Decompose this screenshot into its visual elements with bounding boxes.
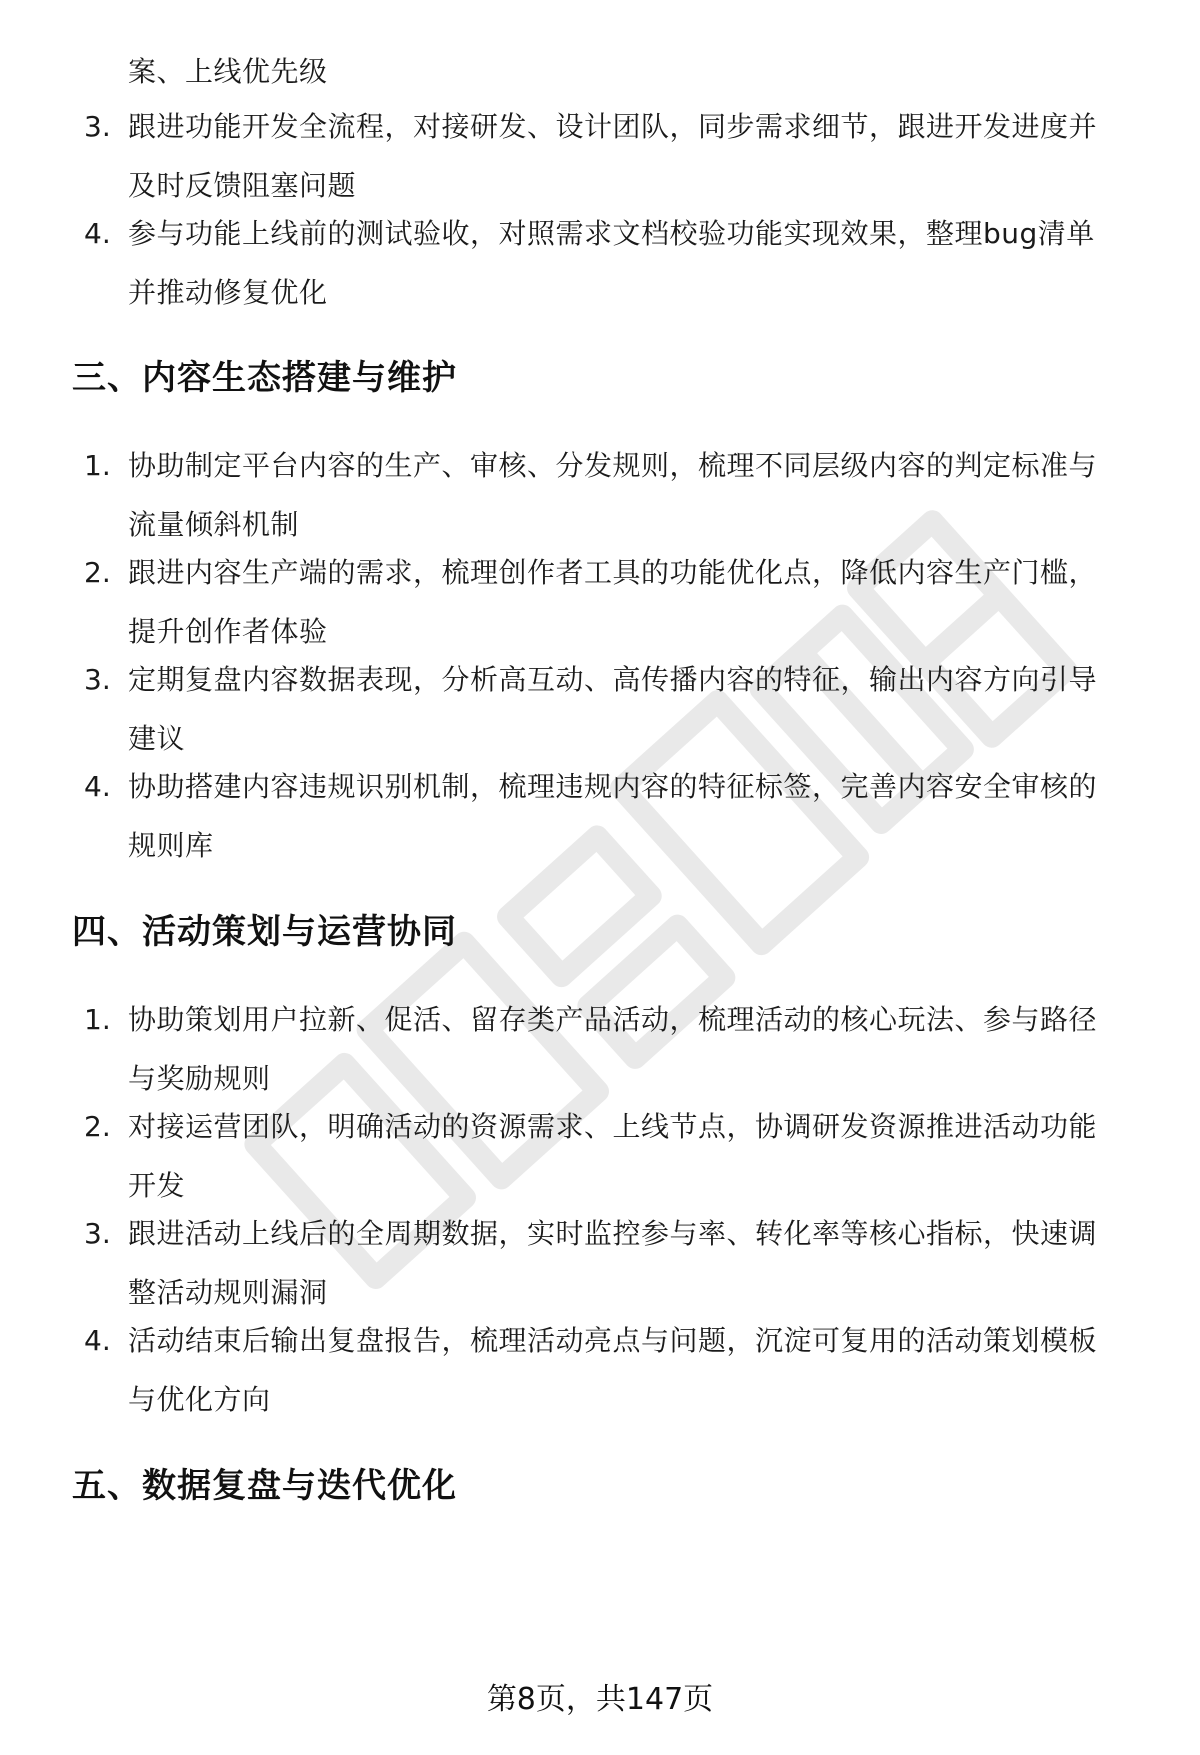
list-item-text: 跟进内容生产端的需求，梳理创作者工具的功能优化点，降低内容生产门槛， (128, 556, 1098, 589)
list-item-text: 对接运营团队，明确活动的资源需求、上线节点，协调研发资源推进活动功能 (128, 1110, 1098, 1143)
list-number: 2. (84, 556, 111, 589)
list-item-text: 并推动修复优化 (128, 276, 328, 309)
list-item-text: 定期复盘内容数据表现，分析高互动、高传播内容的特征，输出内容方向引导 (128, 663, 1098, 696)
list-number: 1. (84, 449, 111, 482)
list-item-text: 活动结束后输出复盘报告，梳理活动亮点与问题，沉淀可复用的活动策划模板 (128, 1324, 1098, 1357)
list-item-text: 跟进活动上线后的全周期数据，实时监控参与率、转化率等核心指标，快速调 (128, 1217, 1098, 1250)
list-number: 4. (84, 770, 111, 803)
list-item-text: 及时反馈阻塞问题 (128, 169, 357, 202)
list-item-text: 跟进功能开发全流程，对接研发、设计团队，同步需求细节，跟进开发进度并 (128, 110, 1098, 143)
list-item-text: 与优化方向 (128, 1383, 271, 1416)
list-number: 1. (84, 1003, 111, 1036)
list-item-text: 与奖励规则 (128, 1062, 271, 1095)
list-item-text: 参与功能上线前的测试验收，对照需求文档校验功能实现效果，整理bug清单 (128, 217, 1095, 250)
list-item-text: 建议 (128, 722, 186, 755)
list-item-text: 规则库 (128, 829, 214, 862)
list-item-text: 整活动规则漏洞 (128, 1276, 328, 1309)
list-number: 4. (84, 1324, 111, 1357)
list-item-text: 协助策划用户拉新、促活、留存类产品活动，梳理活动的核心玩法、参与路径 (128, 1003, 1098, 1036)
list-item-text: 协助制定平台内容的生产、审核、分发规则，梳理不同层级内容的判定标准与 (128, 449, 1098, 482)
continuation-text: 案、上线优先级 (128, 55, 328, 88)
page-footer: 第8页，共147页 (486, 1682, 714, 1717)
list-item-text: 协助搭建内容违规识别机制，梳理违规内容的特征标签，完善内容安全审核的 (128, 770, 1098, 803)
list-item-text: 开发 (128, 1169, 186, 1202)
list-number: 2. (84, 1110, 111, 1143)
list-number: 4. (84, 217, 111, 250)
section-heading: 三、内容生态搭建与维护 (72, 358, 457, 398)
list-number: 3. (84, 663, 111, 696)
section-heading: 五、数据复盘与迭代优化 (72, 1466, 457, 1506)
list-item-text: 提升创作者体验 (128, 615, 328, 648)
list-number: 3. (84, 1217, 111, 1250)
section-heading: 四、活动策划与运营协同 (72, 912, 457, 952)
list-number: 3. (84, 110, 111, 143)
list-item-text: 流量倾斜机制 (128, 508, 300, 541)
